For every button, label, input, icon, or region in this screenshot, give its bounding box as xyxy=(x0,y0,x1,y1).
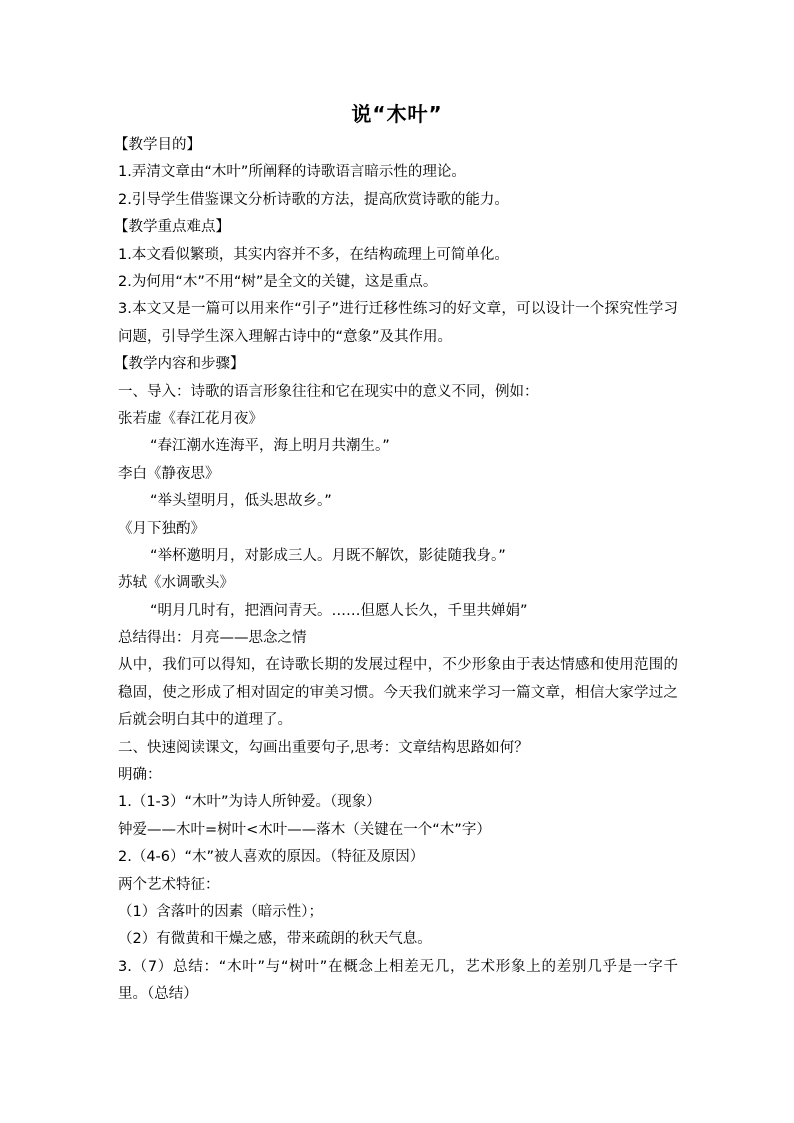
poem-quote-3: “举杯邀明月，对影成三人。月既不解饮，影徒随我身。” xyxy=(150,547,506,564)
goal-item-2: 2.引导学生借鉴课文分析诗歌的方法，提高欣赏诗歌的能力。 xyxy=(118,191,509,208)
section-heading-key-points: 【教学重点难点】 xyxy=(114,219,230,236)
document-body xyxy=(114,132,678,1009)
poem-source-2: 李白《静夜思》 xyxy=(118,465,220,482)
key-point-3: 3.本文又是一篇可以用来作“引子”进行迁移性练习的好文章，可以设计一个探究性学习问题，引导学生深入理解古诗中的“意象”及其作用。 xyxy=(118,301,678,345)
structure-item-2-feature-2: （2）有微黄和干燥之感，带来疏朗的秋天气息。 xyxy=(118,931,432,948)
structure-item-2-heading: 两个艺术特征： xyxy=(118,876,220,893)
intro-paragraph: 从中，我们可以得知，在诗歌长期的发展过程中，不少形象由于表达情感和使用范围的稳固，使之形成了相对固定的审美习惯。今天我们就来学习一篇文章，相信大家学过之后就会明白其中的道理了。 xyxy=(118,657,678,729)
structure-item-1-detail: 钟爱——木叶=树叶<木叶——落木（关键在一个“木”字） xyxy=(118,821,491,838)
poem-source-1: 张若虚《春江花月夜》 xyxy=(118,410,263,427)
summary-line: 总结得出：月亮——思念之情 xyxy=(118,630,307,647)
section-heading-goals: 【教学目的】 xyxy=(114,137,201,153)
poem-quote-2: “举头望明月，低头思故乡。” xyxy=(150,493,332,510)
step-intro: 一、导入：诗歌的语言形象往往和它在现实中的意义不同，例如： xyxy=(118,383,539,400)
clarify-label: 明确： xyxy=(118,767,162,784)
key-point-1: 1.本文看似繁琐，其实内容并不多，在结构疏理上可简单化。 xyxy=(118,246,509,263)
poem-quote-1: “春江潮水连海平，海上明月共潮生。” xyxy=(150,438,390,455)
poem-quote-4: “明月几时有，把酒问青天。……但愿人长久，千里共婵娟” xyxy=(150,602,528,619)
section-heading-content: 【教学内容和步骤】 xyxy=(114,356,245,373)
step-reading: 二、快速阅读课文，勾画出重要句子,思考：文章结构思路如何？ xyxy=(118,739,529,756)
poem-source-3: 《月下独酌》 xyxy=(118,520,205,537)
structure-item-3: 3.（7）总结：“木叶”与“树叶”在概念上相差无几，艺术形象上的差别几乎是一字千里。（总结） xyxy=(118,958,678,1003)
goal-item-1: 1.弄清文章由“木叶”所阐释的诗歌语言暗示性的理论。 xyxy=(118,164,466,181)
structure-item-1: 1.（1-3）“木叶”为诗人所钟爱。（现象） xyxy=(118,794,381,811)
structure-item-2: 2.（4-6）“木”被人喜欢的原因。（特征及原因） xyxy=(118,849,425,866)
key-point-2: 2.为何用“木”不用“树”是全文的关键，这是重点。 xyxy=(118,273,438,290)
document-title: 说“木叶” xyxy=(351,102,443,126)
structure-item-2-feature-1: （1）含落叶的因素（暗示性）； xyxy=(118,904,323,921)
poem-source-4: 苏轼《水调歌头》 xyxy=(118,575,234,592)
